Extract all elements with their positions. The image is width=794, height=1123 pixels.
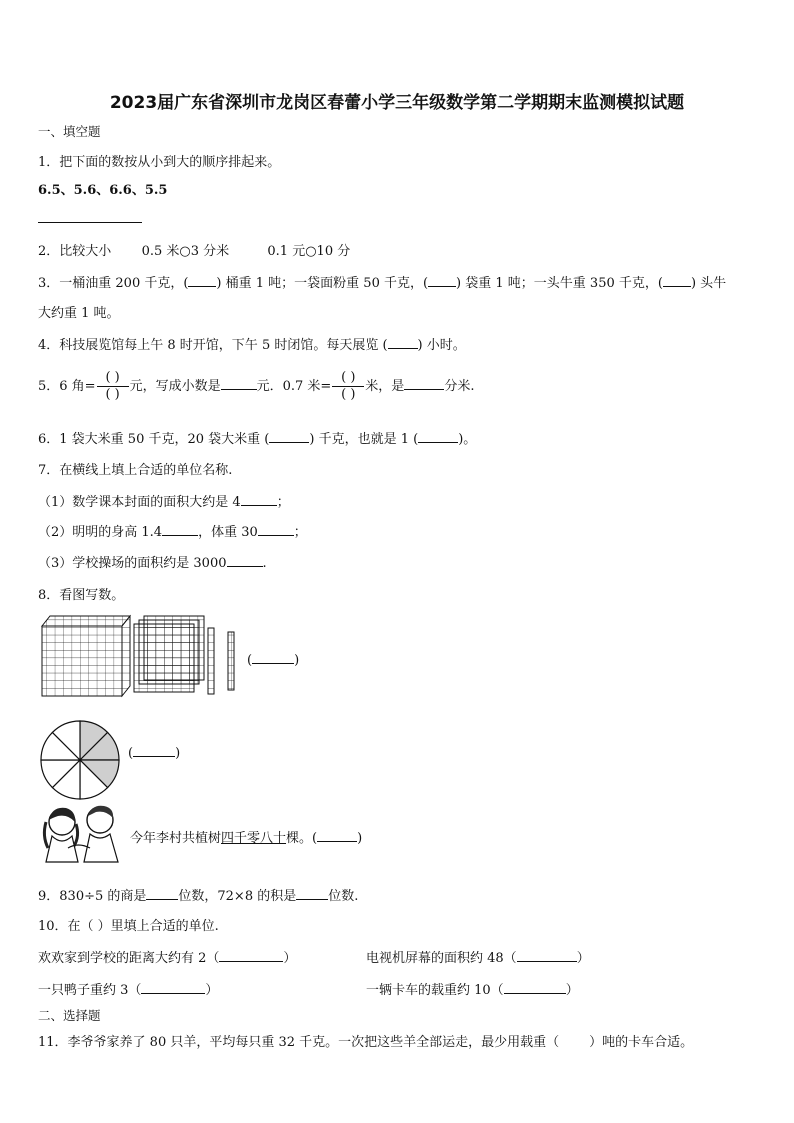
question-6-c: )。 [458, 432, 477, 447]
answer-paren-blocks[interactable]: ( ) [247, 653, 300, 668]
blank[interactable] [141, 981, 205, 994]
sentence-mid: 棵。( [286, 831, 318, 846]
blank[interactable] [221, 377, 257, 390]
blank[interactable] [269, 430, 309, 443]
question-9-b: 位数，72×8 的积是 [178, 889, 297, 904]
question-7-part-2 [38, 521, 307, 540]
question-10-b [366, 947, 590, 966]
fraction-2[interactable] [332, 370, 364, 403]
question-4 [38, 334, 466, 353]
blank[interactable] [517, 949, 577, 962]
punct: . [262, 556, 267, 571]
sentence-start: 今年李村共植树 [130, 831, 222, 846]
question-8: 8．看图写数。 [38, 588, 125, 603]
fraction-1[interactable] [97, 370, 129, 403]
question-7-p2a: （2）明明的身高 1.4 [38, 525, 163, 540]
question-2-label: 2．比较大小 [38, 244, 112, 259]
answer-line-1[interactable] [38, 210, 142, 223]
question-3-line2: 大约重 1 吨。 [38, 306, 120, 321]
question-7-part-3 [38, 552, 267, 571]
answer-paren-pie[interactable]: ( ) [128, 746, 181, 761]
sentence-number-words: 四千零八十 [221, 831, 287, 846]
question-2-a: 0.5 米○3 分米 [141, 244, 230, 259]
question-7-part-1 [38, 491, 290, 510]
hundred-flats [134, 616, 204, 692]
question-6-a: 6．1 袋大米重 50 千克，20 袋大米重 ( [38, 432, 270, 447]
base-ten-blocks-figure [38, 612, 243, 700]
q10-b-text: 电视机屏幕的面积约 48（ [366, 951, 517, 966]
q10-d-text: 一辆卡车的载重约 10（ [366, 983, 504, 998]
question-10-a [38, 947, 296, 966]
question-4-text: 4．科技展览馆每上午 8 时开馆，下午 5 时闭馆。每天展览 ( [38, 338, 388, 353]
fraction-bottom: ( ) [105, 387, 120, 402]
question-1-numbers: 6.5、5.6、6.6、5.5 [38, 183, 168, 198]
question-5-c: 元．0.7 米= [256, 379, 332, 394]
question-5 [38, 370, 474, 403]
question-3-part-b: ) 桶重 1 吨；一袋面粉重 50 千克，( [216, 276, 429, 291]
question-9-a: 9．830÷5 的商是 [38, 889, 147, 904]
blank[interactable] [258, 523, 294, 536]
question-6 [38, 428, 476, 447]
blank[interactable] [317, 829, 357, 842]
paren-close: ） [565, 983, 579, 998]
page-title: 2023届广东省深圳市龙岗区春蕾小学三年级数学第二学期期末监测模拟试题 [109, 93, 685, 113]
ten-rods [208, 628, 234, 694]
fraction-top: ( ) [341, 370, 356, 385]
question-11 [38, 1031, 693, 1050]
blank[interactable] [227, 554, 263, 567]
blank[interactable] [663, 274, 691, 287]
question-7: 7．在横线上填上合适的单位名称. [38, 463, 233, 478]
question-10-d [366, 979, 579, 998]
question-5-a: 5．6 角= [38, 379, 96, 394]
paren-close: ） [576, 951, 590, 966]
punct: ； [276, 495, 290, 510]
question-1: 1．把下面的数按从小到大的顺序排起来。 [38, 155, 281, 170]
question-2 [38, 240, 350, 259]
question-3 [38, 272, 726, 291]
question-6-b: ) 千克，也就是 1 ( [309, 432, 419, 447]
paren-close: ） [283, 951, 297, 966]
question-2-b: 0.1 元○10 分 [267, 244, 351, 259]
fraction-top: ( ) [105, 370, 120, 385]
question-9-c: 位数. [328, 889, 359, 904]
question-4-end: ) 小时。 [417, 338, 466, 353]
question-11-end: ）吨的卡车合适。 [589, 1035, 694, 1050]
question-8-sentence [130, 827, 362, 846]
blank[interactable] [418, 430, 458, 443]
question-11-text: 11．李爷爷家养了 80 只羊，平均每只重 32 千克。一次把这些羊全部运走，最少用载重（ [38, 1035, 560, 1050]
question-5-b: 元，写成小数是 [129, 379, 221, 394]
section-heading-choice: 二、选择题 [38, 1008, 101, 1023]
thousand-cube [42, 616, 130, 696]
q10-a-text: 欢欢家到学校的距离大约有 2（ [38, 951, 220, 966]
blank[interactable] [404, 377, 444, 390]
blank[interactable] [296, 887, 328, 900]
question-10-c [38, 979, 218, 998]
question-5-d: 米，是 [365, 379, 405, 394]
blank[interactable] [388, 336, 418, 349]
blank[interactable] [504, 981, 566, 994]
question-7-p1: （1）数学课本封面的面积大约是 4 [38, 495, 241, 510]
question-7-p3: （3）学校操场的面积约是 3000 [38, 556, 227, 571]
question-3-part-c: ) 袋重 1 吨；一头牛重 350 千克，( [456, 276, 663, 291]
children-illustration [38, 802, 126, 864]
question-3-part-a: 3．一桶油重 200 千克，( [38, 276, 189, 291]
blank[interactable] [241, 493, 277, 506]
blank[interactable] [428, 274, 456, 287]
question-7-p2b: ，体重 30 [198, 525, 258, 540]
blank[interactable] [219, 949, 283, 962]
paren-close: ） [205, 983, 219, 998]
fraction-bottom: ( ) [341, 387, 356, 402]
question-10: 10．在（ ）里填上合适的单位. [38, 919, 219, 934]
blank[interactable] [188, 274, 216, 287]
blank[interactable] [162, 523, 198, 536]
section-heading-fill: 一、填空题 [38, 124, 101, 139]
sentence-end: ) [357, 831, 363, 846]
question-5-e: 分米. [444, 379, 475, 394]
question-9 [38, 885, 358, 904]
question-3-part-d: ) 头牛 [690, 276, 727, 291]
punct: ； [293, 525, 307, 540]
blank[interactable] [146, 887, 178, 900]
fraction-circle-figure [38, 718, 122, 802]
q10-c-text: 一只鸭子重约 3（ [38, 983, 142, 998]
